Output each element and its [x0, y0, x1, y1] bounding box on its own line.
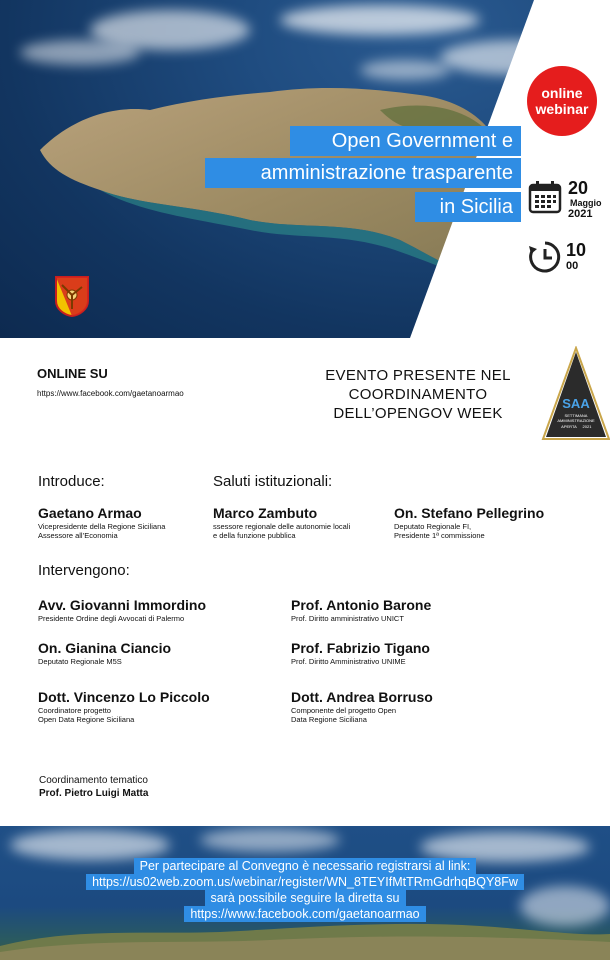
saluti-heading: Saluti istituzionali:: [213, 473, 333, 490]
time-hour: 10: [566, 240, 587, 260]
clock-icon: [528, 240, 562, 274]
registration-line1: Per partecipare al Convegno è necessario registrarsi al link:: [134, 858, 477, 874]
zoom-registration-link[interactable]: https://us02web.zoom.us/webinar/register/WN_8TEYIfMtTRmGdrhqBQY8Fw: [86, 874, 524, 890]
saa-letters: SAA: [562, 396, 590, 411]
speaker-role: Deputato Regionale FI,: [394, 522, 472, 531]
speaker-role: Presidente Ordine degli Avvocati di Palermo: [38, 614, 185, 623]
opengov-week-text: EVENTO PRESENTE NEL COORDINAMENTO DELL’OPENGOV WEEK: [325, 367, 511, 422]
speaker-role: Deputato Regionale M5S: [38, 657, 122, 666]
speaker-role: ssessore regionale delle autonomie locali: [213, 522, 351, 531]
coordinamento-name: Prof. Pietro Luigi Matta: [39, 788, 149, 799]
time-minutes: 00: [566, 260, 579, 272]
speaker-name: Avv. Giovanni Immordino: [38, 597, 207, 613]
online-su-label: ONLINE SU: [37, 366, 108, 381]
registration-line3: sarà possibile seguire la diretta su: [205, 890, 406, 906]
saa-line1: SETTIMANA: [564, 413, 588, 418]
saa-line2: AMMINISTRAZIONE: [557, 418, 595, 423]
speaker-name: On. Stefano Pellegrino: [394, 505, 545, 521]
facebook-link[interactable]: https://www.facebook.com/gaetanoarmao: [37, 389, 184, 398]
coordinamento-label: Coordinamento tematico: [39, 775, 148, 786]
speaker-role: Coordinatore progetto: [38, 706, 111, 715]
badge-line1: online: [541, 85, 583, 101]
saa-2021-logo: [541, 346, 610, 441]
speaker-role: Open Data Regione Siciliana: [38, 715, 135, 724]
date-day: 20: [568, 178, 589, 198]
title-line3: in Sicilia: [415, 192, 521, 222]
speaker-role: Assessore all’Economia: [38, 531, 118, 540]
speaker-role: Prof. Diritto amministrativo UNICT: [291, 614, 404, 623]
speaker-name: Marco Zambuto: [213, 505, 318, 521]
online-webinar-badge: [527, 66, 597, 136]
speaker-name: Dott. Vincenzo Lo Piccolo: [38, 689, 210, 705]
date-year: 2021: [568, 208, 593, 220]
intervengono-heading: Intervengono:: [38, 562, 130, 579]
speaker-name: Dott. Andrea Borruso: [291, 689, 433, 705]
saa-year: 2021: [582, 424, 592, 429]
badge-line2: webinar: [535, 101, 589, 117]
speaker-name: On. Gianina Ciancio: [38, 640, 172, 656]
speaker-name: Prof. Antonio Barone: [291, 597, 432, 613]
event-time: [528, 240, 600, 280]
title-line2: amministrazione trasparente: [205, 158, 521, 188]
speaker-name: Prof. Fabrizio Tigano: [291, 640, 430, 656]
saa-line3: APERTA: [561, 424, 577, 429]
introduce-heading: Introduce:: [38, 473, 105, 490]
speaker-name: Gaetano Armao: [38, 505, 142, 521]
speaker-role: Data Regione Siciliana: [291, 715, 367, 724]
registration-info: [0, 858, 610, 922]
speaker-role: e della funzione pubblica: [213, 531, 296, 540]
speaker-role: Componente del progetto Open: [291, 706, 397, 715]
footer-facebook-link[interactable]: https://www.facebook.com/gaetanoarmao: [184, 906, 425, 922]
speaker-role: Vicepresidente della Regione Siciliana: [38, 522, 166, 531]
hero-banner: [0, 0, 610, 338]
sicily-region-emblem: [54, 275, 90, 317]
speaker-role: Presidente 1ª commissione: [394, 531, 485, 540]
event-date: [528, 178, 600, 218]
calendar-icon: [528, 180, 562, 214]
date-month: Maggio: [570, 198, 602, 208]
speaker-role: Prof. Diritto Amministrativo UNIME: [291, 657, 406, 666]
title-line1: Open Government e: [290, 126, 521, 156]
